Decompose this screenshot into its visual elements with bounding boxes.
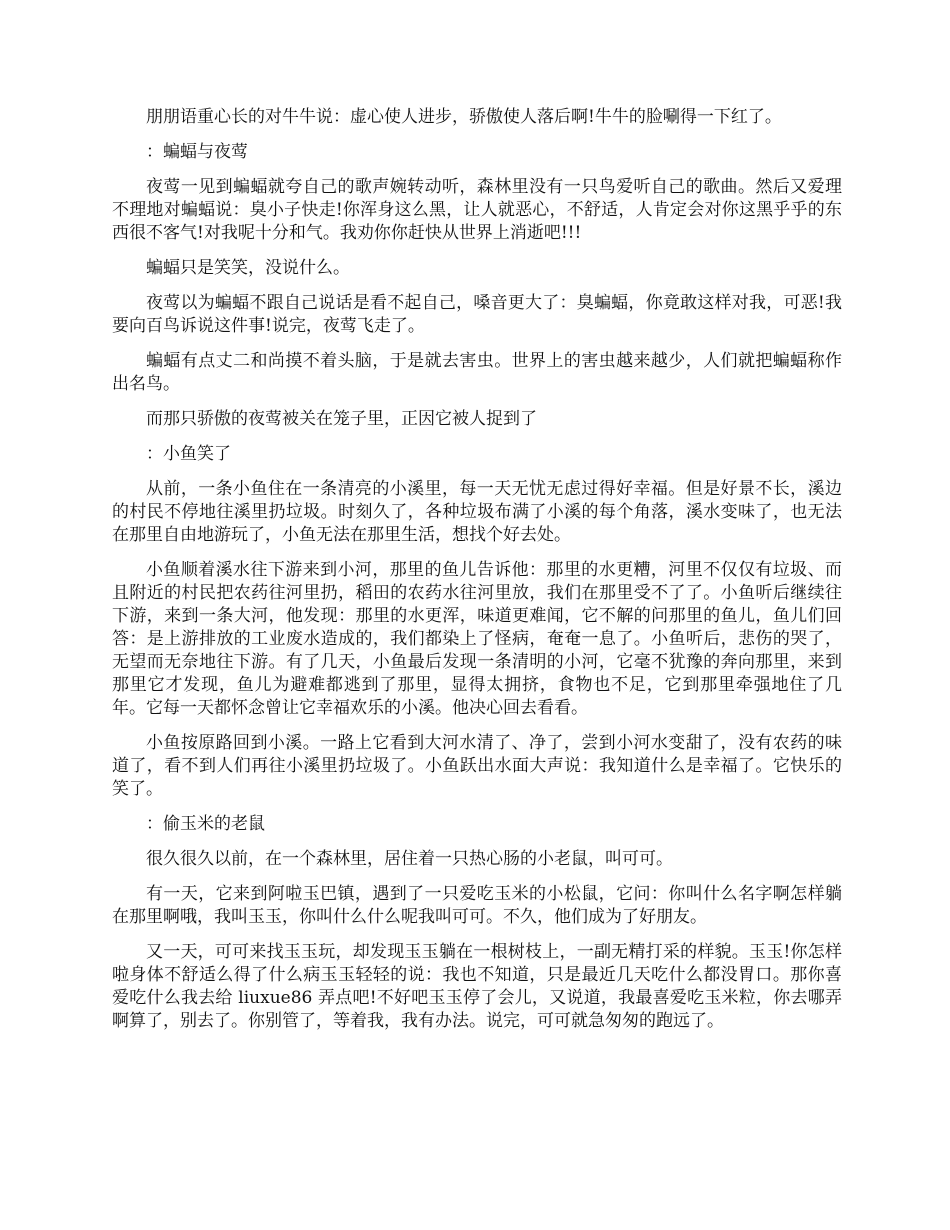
paragraph: 小鱼顺着溪水往下游来到小河，那里的鱼儿告诉他：那里的水更糟，河里不仅仅有垃圾、而且附近的村民把农药往河里扔，稻田的农药水往河里放，我们在那里受不了了。小鱼听后继续往下游，来到一条大河，他发现：那里的水更浑，味道更难闻，它不解的问那里的鱼儿，鱼儿们回答：是上游排放的工业废水造成的，我们都染上了怪病，奄奄一息了。小鱼听后，悲伤的哭了，无望而无奈地往下游。有了几天，小鱼最后发现一条清明的小河，它毫不犹豫的奔向那里，来到那里它才发现，鱼儿为避难都逃到了那里，显得太拥挤，食物也不足，它到那里牵强地住了几年。它每一天都怀念曾让它幸福欢乐的小溪。他决心回去看看。 [112, 560, 842, 718]
paragraph: 朋朋语重心长的对牛牛说：虚心使人进步，骄傲使人落后啊!牛牛的脸唰得一下红了。 [146, 107, 782, 127]
paragraph: 有一天，它来到阿啦玉巴镇，遇到了一只爱吃玉米的小松鼠，它问：你叫什么名字啊怎样躺在那里啊哦，我叫玉玉，你叫什么什么呢我叫可可。不久，他们成为了好朋友。 [112, 884, 842, 927]
paragraph: 蝙蝠有点丈二和尚摸不着头脑，于是就去害虫。世界上的害虫越来越少，人们就把蝙蝠称作出名鸟。 [112, 351, 842, 394]
section-heading: ：小鱼笑了 [146, 444, 231, 464]
paragraph: 小鱼按原路回到小溪。一路上它看到大河水清了、净了，尝到小河水变甜了，没有农药的味道了，看不到人们再往小溪里扔垃圾了。小鱼跃出水面大声说：我知道什么是幸福了。它快乐的笑了。 [112, 733, 842, 799]
paragraph: 而那只骄傲的夜莺被关在笼子里，正因它被人捉到了 [146, 409, 537, 429]
paragraph: 夜莺一见到蝙蝠就夸自己的歌声婉转动听，森林里没有一只鸟爱听自己的歌曲。然后又爱理不理地对蝙蝠说：臭小子快走!你浑身这么黑，让人就恶心，不舒适，人肯定会对你这黑乎乎的东西很不客气!对我呢十分和气。我劝你你赶快从世界上消逝吧!!! [112, 177, 842, 243]
section-heading: ：蝙蝠与夜莺 [146, 142, 248, 162]
paragraph: 又一天，可可来找玉玉玩，却发现玉玉躺在一根树枝上，一副无精打采的样貌。玉玉!你怎样啦身体不舒适么得了什么病玉玉轻轻的说：我也不知道，只是最近几天吃什么都没胃口。那你喜爱吃什么我去给 liuxue86 弄点吧!不好吧玉玉停了会儿，又说道，我最喜爱吃玉米粒，你去哪弄啊算了，别去了。你别管了，等着我，我有办法。说完，可可就急匆匆的跑远了。 [112, 942, 842, 1031]
section-heading: ：偷玉米的老鼠 [146, 814, 265, 834]
document-page [112, 106, 842, 1045]
paragraph: 从前，一条小鱼住在一条清亮的小溪里，每一天无忧无虑过得好幸福。但是好景不长，溪边的村民不停地往溪里扔垃圾。时刻久了，各种垃圾布满了小溪的每个角落，溪水变味了，也无法在那里自由地游玩了，小鱼无法在那里生活，想找个好去处。 [112, 479, 842, 545]
paragraph: 蝙蝠只是笑笑，没说什么。 [146, 258, 350, 278]
paragraph: 很久很久以前，在一个森林里，居住着一只热心肠的小老鼠，叫可可。 [146, 849, 673, 869]
paragraph: 夜莺以为蝙蝠不跟自己说话是看不起自己，嗓音更大了：臭蝙蝠，你竟敢这样对我，可恶!我要向百鸟诉说这件事!说完，夜莺飞走了。 [112, 293, 842, 336]
